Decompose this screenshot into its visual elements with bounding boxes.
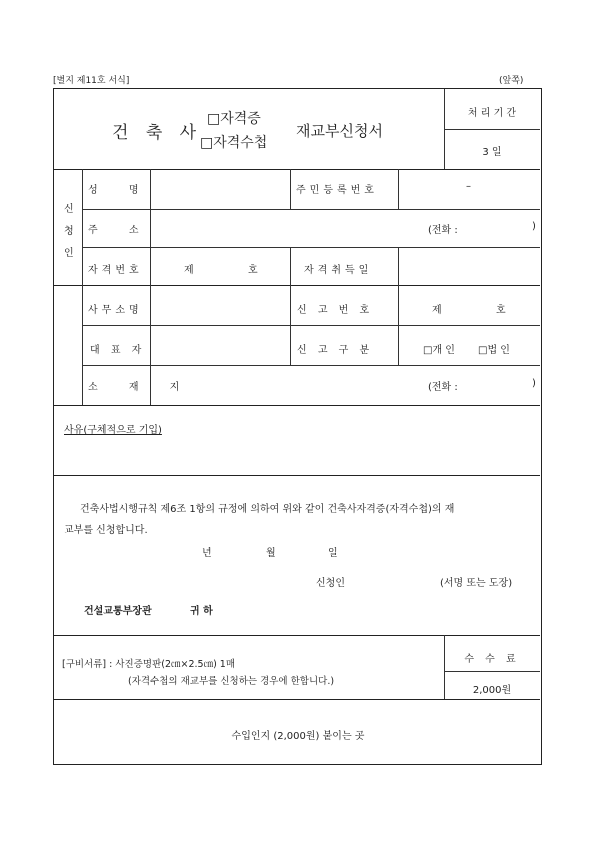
location-label: 소 재 지 [88,382,194,393]
recipient: 건설교통부장관 [84,606,152,617]
signer-label: 신청인 [316,578,345,589]
location-field[interactable] [150,366,540,404]
representative-field[interactable] [150,326,288,365]
name-field[interactable] [150,170,288,208]
page-side: (앞쪽) [499,76,524,86]
office-name-label: 사무소명 [88,305,143,316]
reason-label: 사유(구체적으로 기입) [64,425,162,436]
statement-line-1: 건축사법시행규칙 제6조 1항의 규정에 의하여 위와 같이 건축사자격증(자격수첩)의 재 [80,504,455,515]
address-phone: (전화 : [428,225,458,236]
report-type-individual-checkbox[interactable]: □개 인 [423,345,455,356]
date-day: 일 [328,548,338,559]
report-number-je: 제 [432,305,442,316]
revenue-stamp-area: 수입인지 (2,000원) 붙이는 곳 [231,731,365,742]
statement-line-2: 교부를 신청합니다. [64,525,148,536]
acquired-date-label: 자격취득일 [304,265,373,276]
applicant-label-2: 청 [64,226,74,237]
cert-number-label: 자격번호 [88,265,143,276]
reason-field[interactable] [56,436,540,472]
acquired-date-field[interactable] [398,247,540,285]
title-option-certificate: □자격증 [207,111,261,127]
title-option-booklet: □자격수첩 [200,135,268,151]
title-suffix: 재교부신청서 [296,122,383,140]
address-field[interactable] [150,209,540,246]
report-type-corporation-checkbox[interactable]: □법 인 [478,345,510,356]
report-number-label: 신 고 번 호 [297,305,374,316]
date-year: 년 [202,548,212,559]
rrn-dash: – [466,181,471,192]
address-label: 주 소 [88,225,153,236]
signature-note: (서명 또는 도장) [440,578,513,589]
fee-value: 2,000원 [472,685,512,696]
cert-number-je: 제 [184,265,194,276]
processing-period-label: 처 리 기 간 [467,108,517,119]
name-label: 성 명 [88,185,153,196]
location-phone-close: ) [532,378,536,389]
applicant-label-1: 신 [64,204,74,215]
required-documents-note: (자격수첩의 재교부를 신청하는 경우에 한합니다.) [128,676,335,687]
location-phone: (전화 : [428,382,458,393]
address-phone-close: ) [532,221,536,232]
recipient-honorific: 귀 하 [190,606,213,617]
cert-number-ho: 호 [248,265,258,276]
required-documents: [구비서류] : 사진증명판(2㎝×2.5㎝) 1매 [62,659,236,670]
form-number: [별지 제11호 서식] [53,76,130,86]
cert-number-field[interactable] [150,247,288,285]
applicant-label-3: 인 [64,248,74,259]
representative-label: 대 표 자 [90,345,146,356]
processing-period-value: 3 일 [482,147,502,158]
title-prefix: 건 축 사 [112,123,203,143]
office-name-field[interactable] [150,286,288,325]
date-month: 월 [266,548,276,559]
report-number-ho: 호 [496,305,506,316]
report-number-field[interactable] [398,286,540,325]
rrn-label: 주민등록번호 [296,185,378,196]
fee-label: 수 수 료 [464,654,520,665]
report-type-label: 신 고 구 분 [297,345,374,356]
